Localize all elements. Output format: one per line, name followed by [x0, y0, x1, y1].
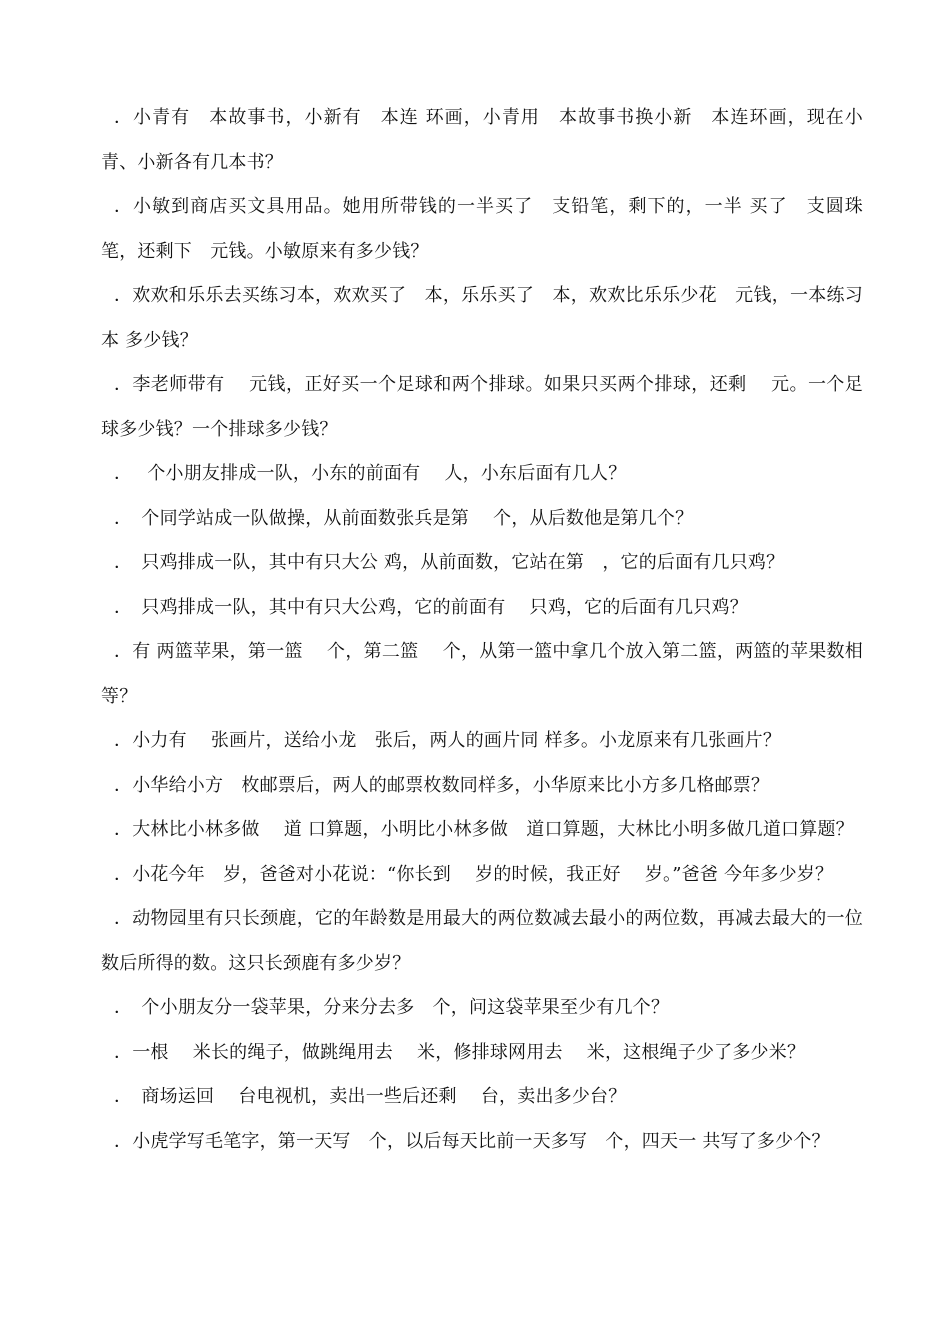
word-problem-17: ． 商场运回 台电视机，卖出一些后还剩 台，卖出多少台？: [114, 1086, 627, 1107]
word-problem-9: ．有 两篮苹果，第一篮 个，第二篮 个，从第一篮中拿几个放入第二篮，两篮的苹果数相等？: [101, 641, 863, 707]
word-problem-15: ． 个小朋友分一袋苹果，分来分去多 个，问这袋苹果至少有几个？: [114, 997, 670, 1018]
word-problem-3: ．欢欢和乐乐去买练习本，欢欢买了 本，乐乐买了 本，欢欢比乐乐少花 元钱，一本练习本 多少钱？: [101, 285, 863, 351]
word-problem-list: [101, 96, 863, 1164]
word-problem-10: ．小力有 张画片，送给小龙 张后，两人的画片同 样多。小龙原来有几张画片？: [114, 730, 782, 751]
word-problem-5: ． 个小朋友排成一队，小东的前面有 人，小东后面有几人？: [114, 463, 627, 484]
word-problem-16: ．一根 米长的绳子，做跳绳用去 米，修排球网用去 米，这根绳子少了多少米？: [114, 1041, 806, 1063]
word-problem-4: ．李老师带有 元钱，正好买一个足球和两个排球。如果只买两个排球，还剩 元。一个足球多少钱？一个排球多少钱？: [101, 374, 863, 440]
word-problem-8: ． 只鸡排成一队，其中有只大公鸡，它的前面有 只鸡，它的后面有几只鸡？: [114, 596, 748, 618]
word-problem-12: ．大林比小林多做 道 口算题，小明比小林多做 道口算题，大林比小明多做几道口算题？: [114, 819, 854, 840]
word-problem-13: ．小花今年 岁，爸爸对小花说：“你长到 岁的时候，我正好 岁。”爸爸 今年多少岁？: [114, 863, 834, 885]
word-problem-18: ．小虎学写毛笔字，第一天写 个，以后每天比前一天多写 个，四天一 共写了多少个？: [114, 1130, 830, 1152]
word-problem-1: ．小青有 本故事书，小新有 本连 环画，小青用 本故事书换小新 本连环画，现在小青、小新各有几本书？: [101, 107, 863, 173]
word-problem-14: ．动物园里有只长颈鹿，它的年龄数是用最大的两位数减去最小的两位数，再减去最大的一位数后所得的数。这只长颈鹿有多少岁？: [101, 908, 863, 974]
word-problem-11: ．小华给小方 枚邮票后，两人的邮票枚数同样多，小华原来比小方多几格邮票？: [114, 774, 770, 796]
word-problem-6: ． 个同学站成一队做操，从前面数张兵是第 个，从后数他是第几个？: [114, 507, 694, 529]
word-problem-7: ． 只鸡排成一队，其中有只大公 鸡，从前面数，它站在第 ，它的后面有几只鸡？: [114, 552, 785, 573]
word-problem-2: ．小敏到商店买文具用品。她用所带钱的一半买了 支铅笔，剩下的，一半 买了 支圆珠笔，还剩下 元钱。小敏原来有多少钱？: [101, 196, 863, 262]
